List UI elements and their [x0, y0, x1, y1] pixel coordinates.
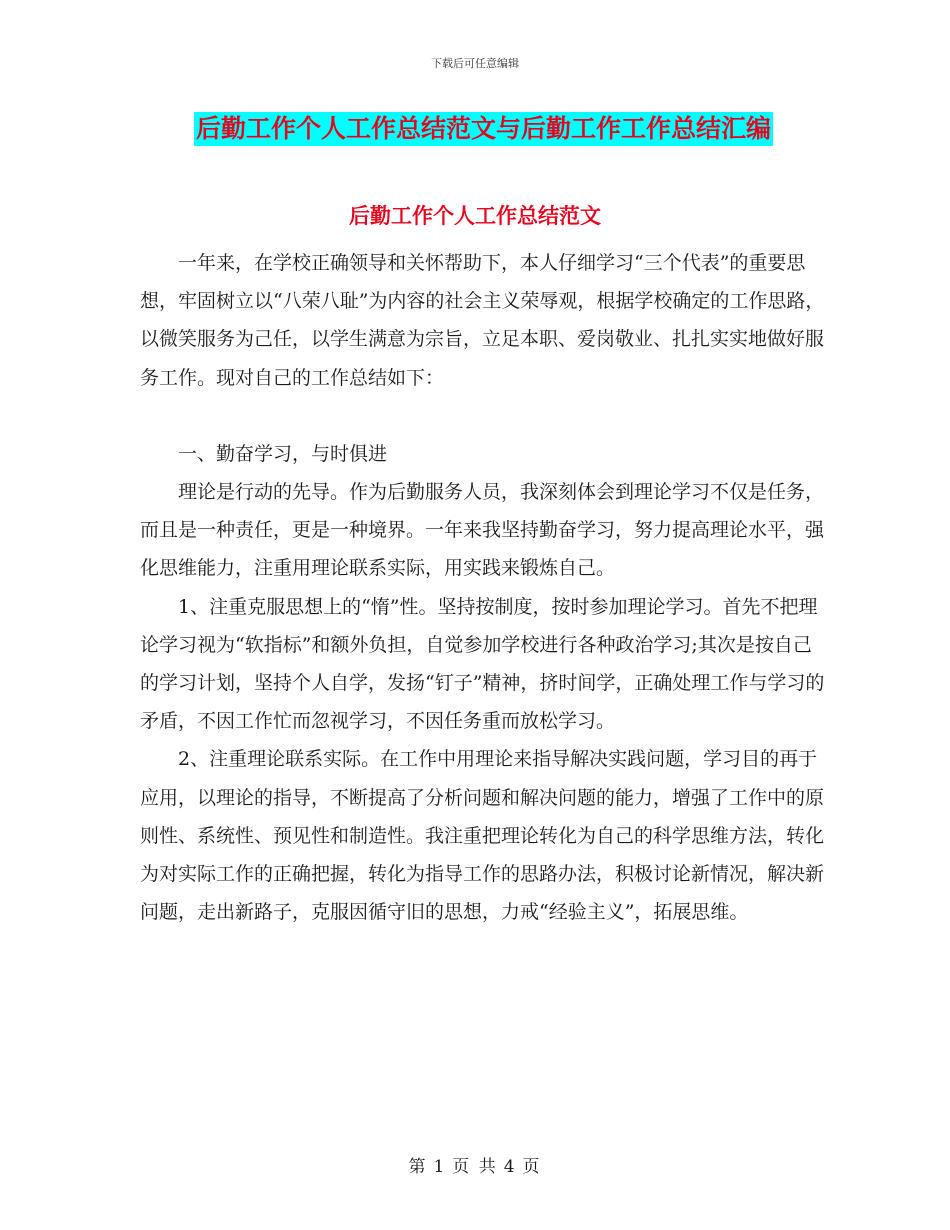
footer-suffix: 页	[522, 1157, 542, 1177]
document-body	[140, 244, 830, 931]
section-paragraph: 理论是行动的先导。作为后勤服务人员，我深刻体会到理论学习不仅是任务，而且是一种责任，更是一种境界。一年来我坚持勤奋学习，努力提高理论水平，强化思维能力，注重用理论联系实际，用实践来锻炼自己。	[140, 481, 825, 580]
section-paragraph: 2、注重理论联系实际。在工作中用理论来指导解决实践问题，学习目的再于应用，以理论的指导，不断提高了分析问题和解决问题的能力，增强了工作中的原则性、系统性、预见性和制造性。我注重把理论转化为自己的科学思维方法，转化为对实际工作的正确把握，转化为指导工作的思路办法，积极讨论新情况，解决新问题，走出新路子，克服因循守旧的思想，力戒“经验主义”，拓展思维。	[140, 748, 825, 924]
main-title-wrap	[194, 112, 773, 146]
footer-middle: 页 共	[452, 1157, 498, 1177]
sub-title: 后勤工作个人工作总结范文	[349, 204, 601, 228]
page-footer	[0, 1152, 950, 1177]
intro-paragraph: 一年来，在学校正确领导和关怀帮助下，本人仔细学习“三个代表”的重要思想，牢固树立以“八荣八耻”为内容的社会主义荣辱观，根据学校确定的工作思路，以微笑服务为己任，以学生满意为宗旨，立足本职、爱岗敬业、扎扎实实地做好服务工作。现对自己的工作总结如下：	[140, 252, 825, 389]
footer-current-page: 1	[433, 1157, 447, 1177]
footer-prefix: 第	[408, 1157, 428, 1177]
section-paragraph: 1、注重克服思想上的“惰”性。坚持按制度，按时参加理论学习。首先不把理论学习视为“软指标”和额外负担，自觉参加学校进行各种政治学习;其次是按自己的学习计划，坚持个人自学，发扬“钉子”精神，挤时间学，正确处理工作与学习的矛盾，不因工作忙而忽视学习，不因任务重而放松学习。	[140, 595, 825, 733]
footer-total-pages: 4	[503, 1157, 517, 1177]
header-note: 下载后可任意编辑	[431, 57, 519, 70]
section-heading: 一、勤奋学习，与时俱进	[178, 442, 388, 465]
main-title: 后勤工作个人工作总结范文与后勤工作工作总结汇编	[194, 112, 773, 146]
